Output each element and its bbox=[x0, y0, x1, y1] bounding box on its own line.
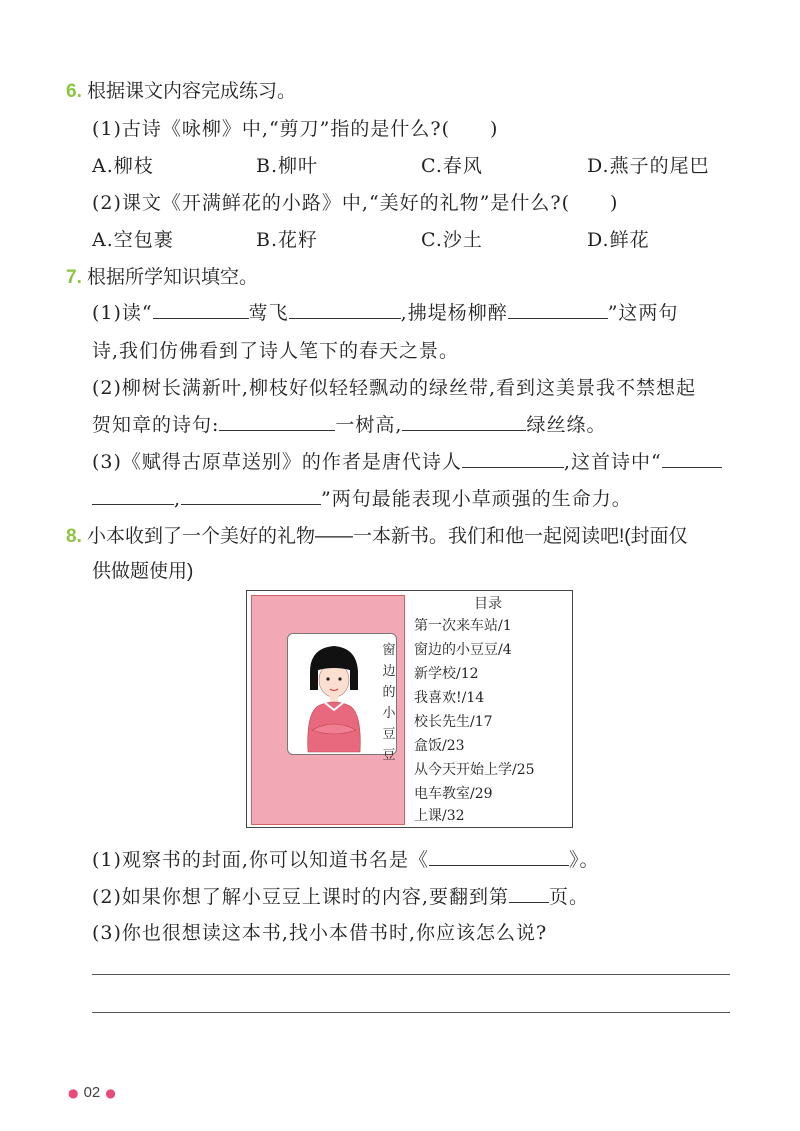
toc-item: 我喜欢!/14 bbox=[414, 690, 485, 706]
cover-book-title bbox=[381, 640, 397, 766]
text: ,拂堤杨柳醉 bbox=[400, 302, 508, 324]
q7-part2-line2 bbox=[92, 410, 606, 437]
q7-part3-line1 bbox=[92, 447, 722, 474]
question-number: 7. bbox=[66, 267, 82, 288]
text: ,这首诗中“ bbox=[563, 451, 662, 473]
q6-p1-option-c[interactable]: C.春风 bbox=[421, 155, 483, 177]
fill-blank[interactable] bbox=[402, 410, 526, 431]
toc-item: 校长先生/17 bbox=[414, 714, 493, 730]
answer-line[interactable] bbox=[92, 974, 730, 975]
question-7-heading bbox=[66, 262, 258, 289]
text: 一树高, bbox=[335, 414, 403, 436]
q8-part3: (3)你也很想读这本书,找小本借书时,你应该怎么说? bbox=[92, 922, 548, 944]
toc-title: 目录 bbox=[474, 596, 502, 612]
q7-part3-line2 bbox=[92, 484, 632, 511]
girl-illustration bbox=[288, 634, 396, 754]
text: (1)观察书的封面,你可以知道书名是《 bbox=[92, 849, 429, 871]
question-number: 6. bbox=[66, 81, 82, 102]
q6-part2: (2)课文《开满鲜花的小路》中,“美好的礼物”是什么?( ) bbox=[92, 192, 619, 214]
q6-p1-option-a[interactable]: A.柳枝 bbox=[92, 155, 154, 177]
toc-item: 窗边的小豆豆/4 bbox=[414, 642, 512, 658]
toc-item: 新学校/12 bbox=[414, 666, 479, 682]
title-char: 豆 bbox=[382, 748, 396, 763]
text: (2)如果你想了解小豆豆上课时的内容,要翻到第 bbox=[92, 886, 509, 908]
q6-part1: (1)古诗《咏柳》中,“剪刀”指的是什么?( ) bbox=[92, 118, 499, 140]
dot-icon: ● bbox=[105, 1086, 116, 1100]
question-6-heading bbox=[66, 76, 296, 103]
fill-blank[interactable] bbox=[509, 882, 549, 903]
title-char: 窗 bbox=[382, 643, 396, 658]
toc-item: 电车教室/29 bbox=[414, 786, 493, 802]
toc-item: 从今天开始上学/25 bbox=[414, 762, 535, 778]
q7-part2-line1: (2)柳树长满新叶,柳枝好似轻轻飘动的绿丝带,看到这美景我不禁想起 bbox=[92, 377, 696, 399]
q8-part2 bbox=[92, 882, 589, 909]
text: 贺知章的诗句: bbox=[92, 414, 220, 436]
q7-part1-line1 bbox=[92, 298, 678, 325]
q6-p2-option-a[interactable]: A.空包裹 bbox=[92, 229, 174, 251]
text: ”两句最能表现小草顽强的生命力。 bbox=[321, 488, 632, 510]
book-illustration bbox=[246, 590, 573, 828]
q7-part1-line2: 诗,我们仿佛看到了诗人笔下的春天之景。 bbox=[92, 340, 460, 362]
question-title: 根据所学知识填空。 bbox=[86, 267, 258, 288]
text: , bbox=[174, 488, 182, 510]
fill-blank[interactable] bbox=[462, 447, 564, 468]
fill-blank[interactable] bbox=[662, 447, 722, 468]
toc-item: 盒饭/23 bbox=[414, 738, 465, 754]
question-title: 小本收到了一个美好的礼物——一本新书。我们和他一起阅读吧!(封面仅 bbox=[86, 526, 688, 547]
q6-p2-option-b[interactable]: B.花籽 bbox=[256, 229, 319, 251]
toc-item: 第一次来车站/1 bbox=[414, 618, 512, 634]
text: (1)读“ bbox=[92, 302, 153, 324]
fill-blank[interactable] bbox=[508, 298, 608, 319]
q8-part1 bbox=[92, 845, 599, 872]
toc-item: 上课/32 bbox=[414, 808, 465, 824]
q6-p2-option-d[interactable]: D.鲜花 bbox=[587, 229, 650, 251]
text: ”这两句 bbox=[607, 302, 679, 324]
text: 绿丝绦。 bbox=[526, 414, 607, 436]
fill-blank[interactable] bbox=[219, 410, 335, 431]
fill-blank[interactable] bbox=[153, 298, 249, 319]
book-cover bbox=[251, 595, 405, 825]
text: 》。 bbox=[568, 849, 600, 871]
q6-p1-option-b[interactable]: B.柳叶 bbox=[256, 155, 319, 177]
title-char: 小 bbox=[382, 706, 396, 721]
fill-blank[interactable] bbox=[429, 845, 569, 866]
dot-icon: ● bbox=[68, 1086, 79, 1100]
text: 页。 bbox=[548, 886, 589, 908]
fill-blank[interactable] bbox=[92, 484, 174, 505]
question-title-continued: 供做题使用) bbox=[92, 561, 194, 582]
question-8-heading bbox=[66, 521, 688, 548]
question-number: 8. bbox=[66, 526, 82, 547]
text: 莺飞 bbox=[248, 302, 289, 324]
question-title: 根据课文内容完成练习。 bbox=[86, 81, 296, 102]
title-char: 豆 bbox=[382, 727, 396, 742]
title-char: 的 bbox=[382, 685, 396, 700]
title-char: 边 bbox=[382, 664, 396, 679]
page-number-footer bbox=[68, 1082, 116, 1101]
text: (3)《赋得古原草送别》的作者是唐代诗人 bbox=[92, 451, 462, 473]
page-number: 02 bbox=[83, 1084, 101, 1101]
fill-blank[interactable] bbox=[289, 298, 401, 319]
fill-blank[interactable] bbox=[181, 484, 321, 505]
q6-p1-option-d[interactable]: D.燕子的尾巴 bbox=[587, 155, 710, 177]
answer-line[interactable] bbox=[92, 1012, 730, 1013]
table-of-contents bbox=[410, 591, 570, 827]
q6-p2-option-c[interactable]: C.沙土 bbox=[421, 229, 483, 251]
